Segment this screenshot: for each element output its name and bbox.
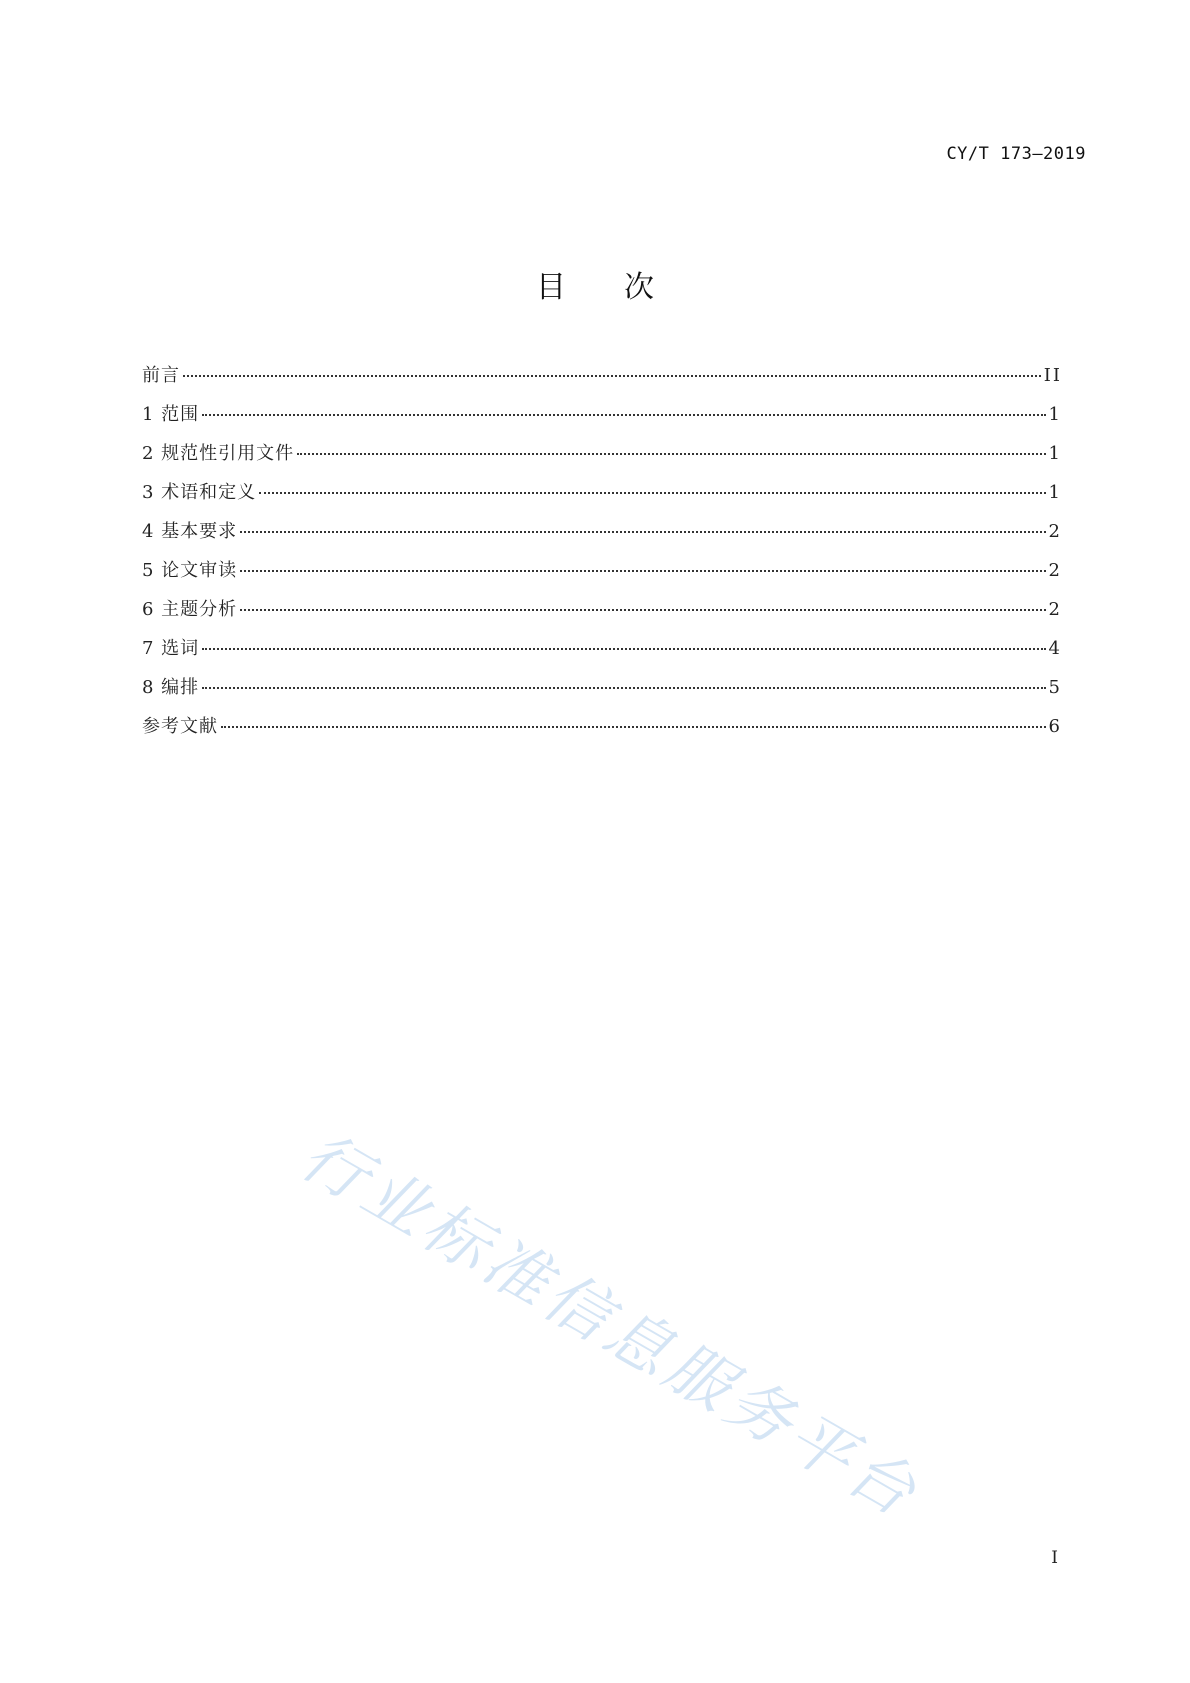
toc-entry-subject-analysis[interactable] (142, 590, 1062, 629)
table-of-contents (142, 356, 1062, 746)
dot-leader (240, 531, 1045, 533)
dot-leader (202, 648, 1045, 650)
toc-entry-page: 1 (1048, 482, 1062, 503)
toc-entry-label: 8 编排 (142, 677, 200, 698)
toc-entry-label: 1 范围 (142, 404, 200, 425)
dot-leader (259, 492, 1045, 494)
toc-entry-label: 前言 (142, 365, 180, 386)
toc-entry-normative-references[interactable] (142, 434, 1062, 473)
toc-entry-label: 5 论文审读 (142, 560, 238, 581)
dot-leader (240, 570, 1045, 572)
toc-entry-label: 6 主题分析 (142, 599, 238, 620)
page-number: I (1051, 1548, 1058, 1568)
toc-entry-page: 1 (1048, 443, 1062, 464)
toc-entry-label: 7 选词 (142, 638, 200, 659)
toc-entry-page: 4 (1048, 638, 1062, 659)
toc-entry-foreword[interactable] (142, 356, 1062, 395)
toc-entry-bibliography[interactable] (142, 707, 1062, 746)
toc-entry-label: 参考文献 (142, 716, 218, 737)
toc-entry-term-selection[interactable] (142, 629, 1062, 668)
toc-entry-page: 2 (1048, 521, 1062, 542)
toc-entry-basic-requirements[interactable] (142, 512, 1062, 551)
toc-entry-paper-review[interactable] (142, 551, 1062, 590)
dot-leader (202, 414, 1045, 416)
toc-entry-label: 3 术语和定义 (142, 482, 257, 503)
dot-leader (202, 687, 1045, 689)
toc-entry-page: 6 (1048, 716, 1062, 737)
dot-leader (297, 453, 1045, 455)
toc-entry-page: 5 (1048, 677, 1062, 698)
toc-entry-page: 2 (1048, 560, 1062, 581)
toc-entry-label: 2 规范性引用文件 (142, 443, 295, 464)
toc-entry-page: II (1043, 365, 1062, 386)
toc-entry-label: 4 基本要求 (142, 521, 238, 542)
document-code: CY/T 173—2019 (946, 144, 1086, 164)
dot-leader (221, 726, 1046, 728)
dot-leader (183, 375, 1041, 377)
page-title: 目次 (536, 270, 712, 305)
toc-entry-arrangement[interactable] (142, 668, 1062, 707)
toc-entry-terms[interactable] (142, 473, 1062, 512)
toc-entry-scope[interactable] (142, 395, 1062, 434)
toc-entry-page: 1 (1048, 404, 1062, 425)
toc-entry-page: 2 (1048, 599, 1062, 620)
dot-leader (240, 609, 1045, 611)
watermark: 行业标准信息服务平台 (288, 1119, 932, 1534)
